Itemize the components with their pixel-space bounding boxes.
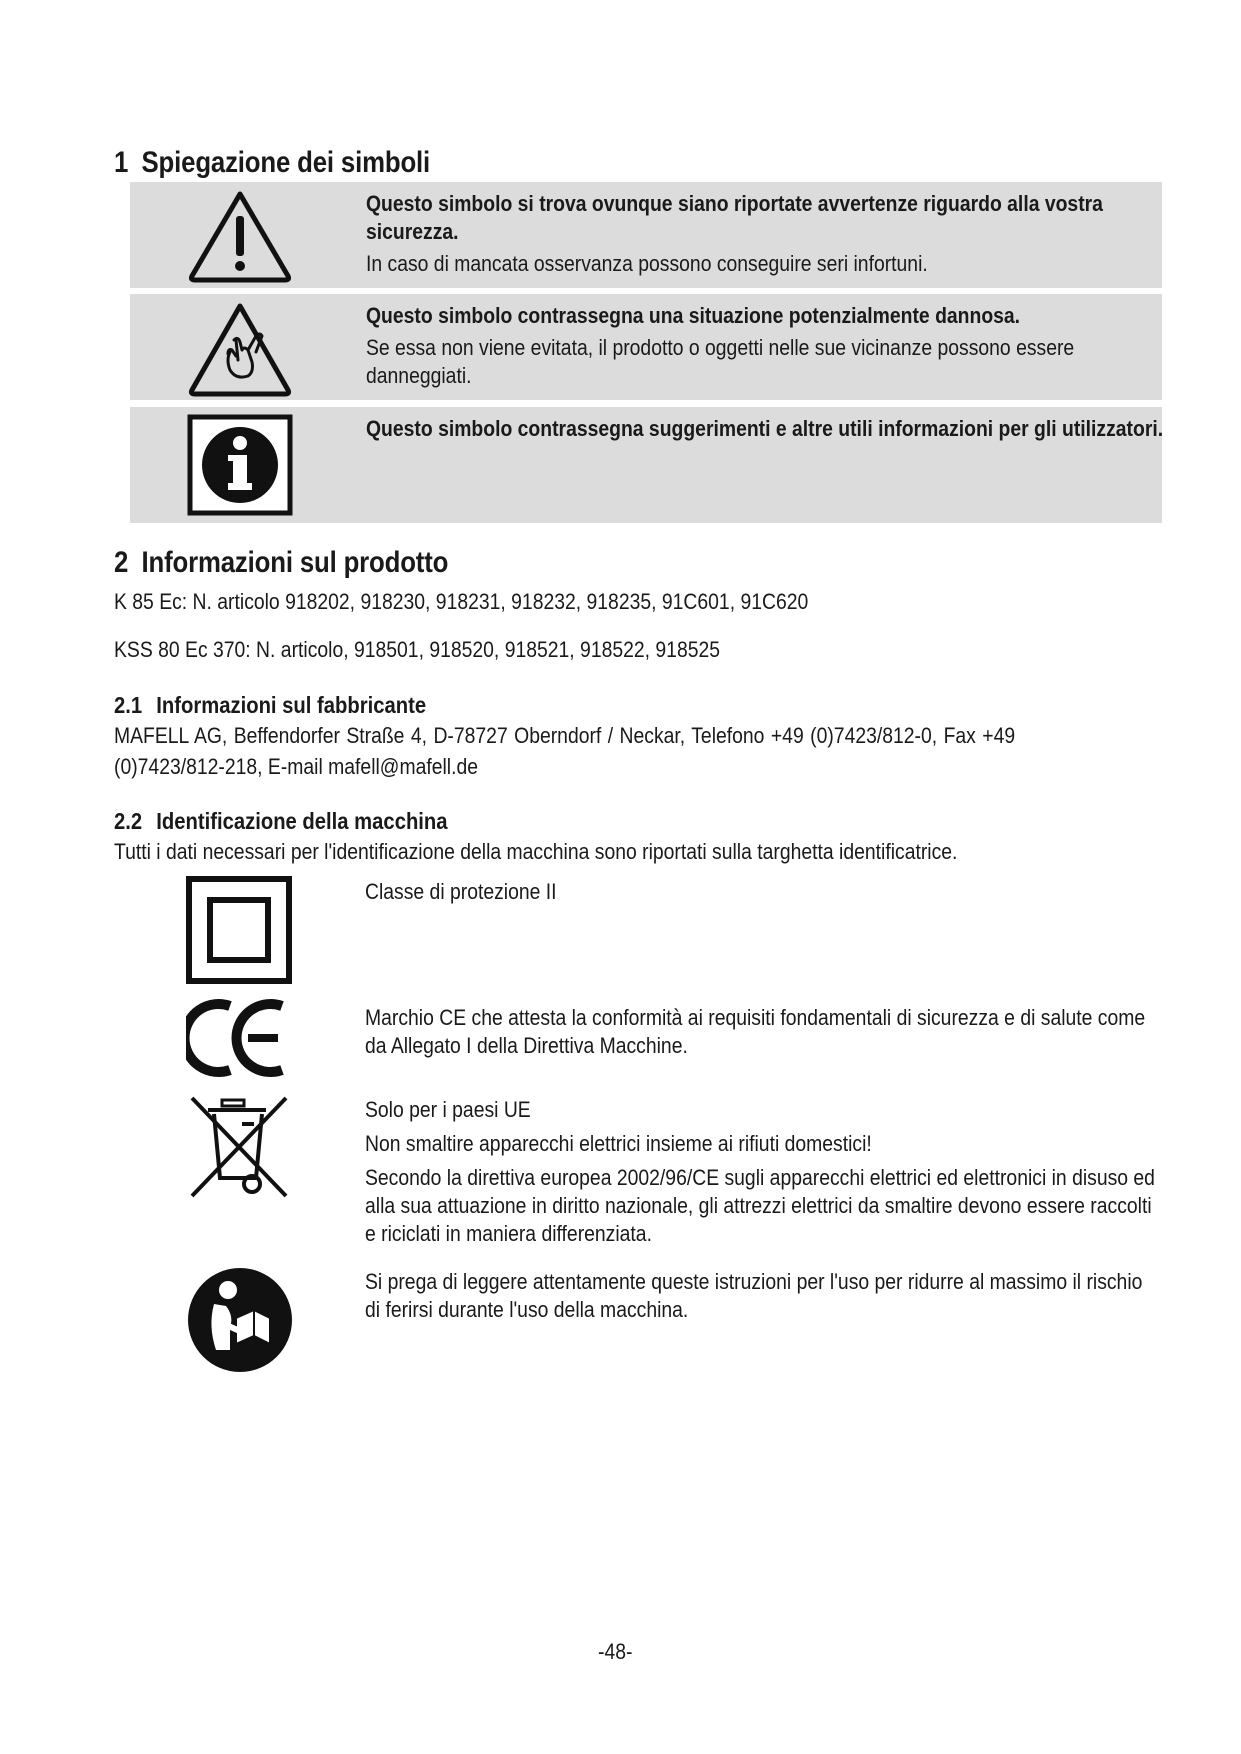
symbol-row-warning <box>130 182 1162 288</box>
subsection-title: Informazioni sul fabbricante <box>156 692 427 718</box>
symbol-description: Si prega di leggere attentamente queste istruzioni per l'uso per ridurre al massimo il rischio di ferirsi durante l'uso della macchina. <box>365 1269 1143 1322</box>
symbol-description: Marchio CE che attesta la conformità ai requisiti fondamentali di sicurezza e di salute come da Allegato I della Direttiva Macchine. <box>365 1005 1146 1058</box>
symbol-row-bold-text: Questo simbolo si trova ovunque siano riportate avvertenze riguardo alla vostra sicurezza. <box>366 191 1103 244</box>
symbol-row-bold-text: Questo simbolo contrassegna suggerimenti e altre utili informazioni per gli utilizzatori. <box>366 416 1164 441</box>
read-manual-icon <box>186 1266 294 1379</box>
warning-hand-icon <box>186 300 294 403</box>
subsection-title: Identificazione della macchina <box>156 808 448 834</box>
symbol-description: Secondo la direttiva europea 2002/96/CE sugli apparecchi elettrici ed elettronici in disuso ed alla sua attuazione in diritto nazionale, gli attrezzi elettrici da smaltire devono essere raccolti e riciclati in maniera differenziata. <box>365 1165 1155 1246</box>
page-number: -48- <box>598 1639 633 1664</box>
ce-mark-icon <box>186 998 292 1083</box>
warning-exclamation-icon <box>186 188 294 289</box>
symbol-description: Non smaltire apparecchi elettrici insieme ai rifiuti domestici! <box>365 1131 872 1156</box>
protection-class-ii-icon <box>186 876 292 989</box>
symbol-row-text: In caso di mancata osservanza possono conseguire seri infortuni. <box>366 251 928 276</box>
symbol-description: Classe di protezione II <box>365 879 557 904</box>
section-title: Spiegazione dei simboli <box>141 146 431 179</box>
symbol-row-bold-text: Questo simbolo contrassegna una situazione potenzialmente dannosa. <box>366 303 1021 328</box>
subsection-2-2-heading <box>114 808 448 835</box>
subsection-number: 2.1 <box>114 692 143 718</box>
section-number: 2 <box>114 546 129 579</box>
section-2-heading <box>114 546 448 580</box>
manufacturer-info: MAFELL AG, Beffendorfer Straße 4, D-78727 Oberndorf / Neckar, Telefono +49 (0)7423/812-0, Fax +49 (0)7423/812-218, E-mail mafell@mafell.de <box>114 723 1016 779</box>
weee-bin-icon <box>186 1092 292 1207</box>
section-title: Informazioni sul prodotto <box>141 546 449 579</box>
symbol-description: Solo per i paesi UE <box>365 1097 531 1122</box>
product-line-kss80: KSS 80 Ec 370: N. articolo, 918501, 918520, 918521, 918522, 918525 <box>114 637 721 662</box>
info-icon <box>186 413 294 522</box>
identification-text: Tutti i dati necessari per l'identificazione della macchina sono riportati sulla targhetta identificatrice. <box>114 839 958 864</box>
symbol-row-info <box>130 407 1162 523</box>
symbol-row-text: Se essa non viene evitata, il prodotto o oggetti nelle sue vicinanze possono essere danneggiati. <box>366 335 1075 388</box>
subsection-2-1-heading <box>114 692 426 719</box>
section-number: 1 <box>114 146 129 179</box>
product-line-k85: K 85 Ec: N. articolo 918202, 918230, 918231, 918232, 918235, 91C601, 91C620 <box>114 589 809 614</box>
section-1-heading <box>114 146 430 180</box>
subsection-number: 2.2 <box>114 808 143 834</box>
symbol-row-caution <box>130 294 1162 400</box>
